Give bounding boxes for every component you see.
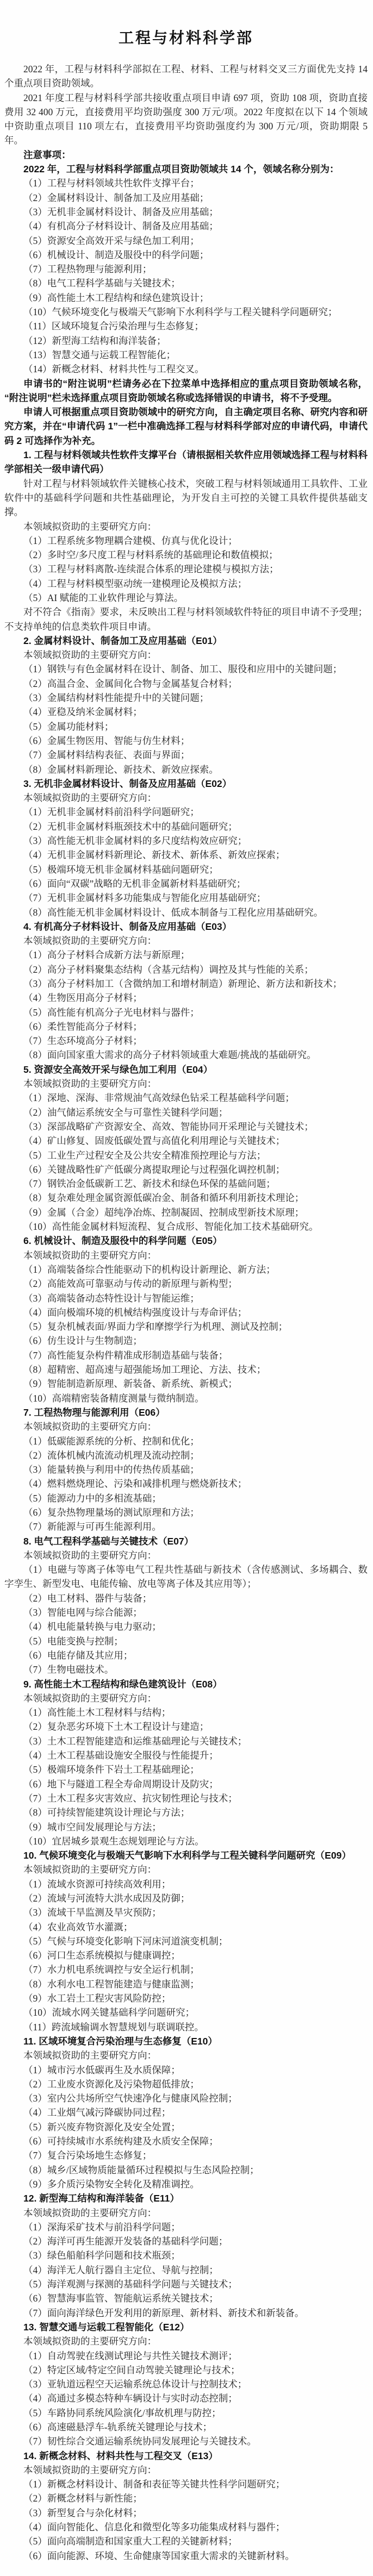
- list-item: （6）机械设计、制造及服役中的科学问题；: [23, 249, 209, 260]
- list-item: （1）电磁与等离子体等电气工程共性基础与新技术（含传感测试、多场耦合、数字孪生、新型发电、电能传输、放电等离子体及其应用等）；: [4, 1564, 368, 1590]
- list-item: （2）新概念材料与新性能；: [23, 2493, 142, 2504]
- list-item: （6）仿生设计与生物制造；: [23, 1335, 142, 1347]
- list-item: （4）燃料燃烧理论、污染和减排机理与燃烧新技术；: [23, 1478, 247, 1490]
- list-item: （7）土木工程多灾害效应、抗灾韧性理论与技术；: [23, 1792, 238, 1804]
- paragraph: 2022 年，工程与材料科学部拟在工程、材料、工程与材料交叉三方面优先支持 14 个重点项目资助领域。: [4, 64, 368, 89]
- list-item: （9）城市空间发展理论与方法；: [23, 1821, 161, 1833]
- list-item: （2）高温合金、金属间化合物与金属基复合材料；: [23, 678, 238, 689]
- list-item: （2）海洋可再生能源开发装备的基础科学问题；: [23, 2236, 228, 2247]
- list-item: （11）区域环境复合污染治理与生态修复；: [23, 321, 204, 332]
- list-item: （6）高速磁悬浮车-轨系统关键理论与技术；: [23, 2421, 213, 2433]
- list-item: （9）多介质污染物安全转化及精准调控。: [23, 2178, 200, 2190]
- list-item: （8）面向国家重大需求的高分子材料领域重大难题/挑战的基础研究。: [23, 1049, 316, 1061]
- notice-paragraph: 申请人可根据重点项目资助领域中的研究方向，自主确定项目名称、研究内容和研究方案，并在“申请代码 1”一栏中准确选择工程与材料科学部对应的申请代码，申请代码 2 可选择作为补充。: [4, 407, 368, 446]
- list-item: （7）水力机电系统调控与安全运行机制；: [23, 1964, 200, 1975]
- list-item: （9）高性能土木工程结构和绿色建筑设计；: [23, 292, 209, 303]
- section-heading: 6. 机械设计、制造及服役中的科学问题（E05）: [23, 1235, 222, 1247]
- section-heading: 7. 工程热物理与能源利用（E06）: [23, 1406, 165, 1418]
- list-item: （1）深海采矿技术与前沿科学问题；: [23, 2221, 181, 2233]
- list-item: （6）智慧海事监管、智能航运系统关键技术；: [23, 2293, 219, 2304]
- list-item: （1）流域水资源可持续高效利用；: [23, 1878, 171, 1890]
- list-item: （6）电能存储及其应用；: [23, 1649, 133, 1661]
- list-item: （9）智能制造新原理、新装备、新系统、新模式；: [23, 1378, 238, 1390]
- list-item: （2）金属材料设计、制备加工及应用基础；: [23, 192, 209, 203]
- list-item: （5）车路协同系统风险演化/事故机理与防控；: [23, 2407, 221, 2418]
- list-item: （3）绿色船舶科学问题和技术瓶颈；: [23, 2250, 181, 2261]
- list-item: （4）生物医用高分子材料；: [23, 992, 142, 1004]
- list-item: （6）地下与隧道工程全寿命周期设计及防灾；: [23, 1778, 219, 1790]
- paragraph: 针对工程与材料领域软件关键核心技术，突破工程与材料领域通用工具软件、工业软件中的基础科学问题和共性基础理论，为开发自主可控的关键工具软件提供基础支撑。: [4, 478, 368, 518]
- list-item: （5）电能变换与控制；: [23, 1635, 123, 1647]
- list-item: （1）高分子材料合成新方法与新原理；: [23, 949, 190, 961]
- list-item: （11）跨流域输调水智慧规划与联调联控。: [23, 2021, 204, 2033]
- list-item: （5）新兴废弃物资源化及安全处置；: [23, 2121, 181, 2133]
- list-item: （2）流体机械内流流动机理及流动控制；: [23, 1449, 200, 1461]
- paragraph: 本领域拟资助的主要研究方向：: [23, 2050, 157, 2061]
- list-item: （4）高通过多模态特种车辆设计与实时动态控制；: [23, 2393, 238, 2404]
- section-heading: 11. 区域环境复合污染治理与生态修复（E10）: [23, 2035, 217, 2047]
- section-heading: 2. 金属材料设计、制备加工及应用基础（E01）: [23, 635, 222, 646]
- list-item: （6）复杂热物理量场的测试原理和方法；: [23, 1506, 200, 1518]
- paragraph: 本领域拟资助的主要研究方向：: [23, 2336, 157, 2347]
- list-item: （13）智慧交通与运载工程智能化；: [23, 349, 176, 360]
- list-item: （4）面向智能化、信息化和微型化等多功能集成材料与器件；: [23, 2522, 285, 2533]
- list-item: （8）超精密、超高速与超强能场加工理论、方法、技术；: [23, 1364, 266, 1375]
- document-body: [4, 62, 368, 2563]
- list-item: （2）高分子材料聚集态结构（含基元结构）调控及其与性能的关系；: [23, 964, 314, 975]
- list-item: （5）高性能有机高分子光电材料与器件；: [23, 1006, 200, 1018]
- list-item: （4）土木工程基础设施安全服役与性能提升；: [23, 1750, 219, 1761]
- list-item: （8）电气工程科学基础与关键技术；: [23, 278, 181, 289]
- list-item: （2）电工材料、器件与装备；: [23, 1592, 152, 1604]
- notice-paragraph: 注意事项：: [23, 149, 71, 160]
- list-item: （7）金属材料结构表征、表面与界面；: [23, 749, 190, 761]
- list-item: （7）高性能复杂构件精准成形制造基础与装备；: [23, 1349, 228, 1361]
- list-item: （8）城乡/区域物质能量循环过程模拟与生态风险控制；: [23, 2164, 259, 2175]
- list-item: （3）金属结构材料性能提升中的关键问题；: [23, 692, 209, 704]
- paragraph: 本领域拟资助的主要研究方向：: [23, 649, 157, 661]
- paragraph: 本领域拟资助的主要研究方向：: [23, 2464, 157, 2475]
- list-item: （3）高分子材料加工（含微纳加工和增材制造）新理论、新方法和新技术；: [23, 978, 343, 989]
- list-item: （8）高性能无机非金属材料设计、低成本制备与工程化应用基础研究。: [23, 906, 324, 918]
- list-item: （6）柔性智能高分子材料；: [23, 1021, 142, 1032]
- list-item: （10）高性能金属材料短流程、复合成形、智能化加工技术基础研究。: [23, 1221, 319, 1233]
- section-heading: 1. 工程与材料领域共性软件支撑平台（请根据相关软件应用领域选择工程与材料科学部相关一级申请代码）: [4, 449, 368, 475]
- list-item: （5）工业生产过程安全及公共安全精准预控理论与方法；: [23, 1149, 266, 1161]
- list-item: （6）面向“双碳”战略的无机非金属新材料基础研究；: [23, 878, 246, 889]
- list-item: （7）钢铁冶金低碳新工艺、新技术和绿色环保的基础问题；: [23, 1178, 276, 1190]
- list-item: （10）宜居城乡景观生态规划理论与方法。: [23, 1835, 204, 1847]
- paragraph: 本领域拟资助的主要研究方向：: [23, 521, 157, 532]
- list-item: （3）土木工程智能建造和运维基础理论与关键技术；: [23, 1735, 247, 1747]
- list-item: （5）资源安全高效开采与绿色加工利用；: [23, 235, 200, 246]
- list-item: （3）新型复合与杂化材料；: [23, 2507, 142, 2518]
- list-item: （5）气候与环境变化影响下河床河道演变机制；: [23, 1935, 228, 1947]
- paragraph: 本领域拟资助的主要研究方向：: [23, 792, 157, 804]
- list-item: （1）低碳能源系统的分析、控制和优化；: [23, 1435, 200, 1447]
- list-item: （1）工程系统多物理耦合建模、仿真与优化设计；: [23, 535, 238, 546]
- list-item: （6）河口生态系统模拟与健康调控；: [23, 1950, 181, 1961]
- list-item: （7）无机非金属材料多功能集成与智能化应用基础研究；: [23, 892, 266, 904]
- list-item: （2）高能效高可靠驱动与传动的新原理与新构型；: [23, 1278, 238, 1290]
- list-item: （7）韧性综合交通运输系统协同发展理论与关键技术。: [23, 2436, 257, 2447]
- list-item: （3）高性能无机非金属材料的多尺度结构效应研究；: [23, 835, 247, 847]
- section-heading: 9. 高性能土木工程结构和绿色建筑设计（E08）: [23, 1678, 222, 1690]
- list-item: （1）新概念材料设计、制备和表征等关键共性科学问题研究；: [23, 2479, 285, 2490]
- paragraph: 本领域拟资助的主要研究方向：: [23, 1421, 157, 1433]
- list-item: （1）深地、深海、非常规油气高效绿色钻采工程基础科学问题；: [23, 1092, 295, 1104]
- list-item: （3）室内公共场所空气快速净化与健康风险控制；: [23, 2093, 238, 2104]
- list-item: （1）城市污水低碳再生及水质保障；: [23, 2064, 181, 2075]
- paragraph: 本领域拟资助的主要研究方向：: [23, 1078, 157, 1090]
- list-item: （2）工业废水资源化及污染物超低排放；: [23, 2078, 200, 2090]
- list-item: （1）高性能土木工程材料与结构；: [23, 1707, 171, 1718]
- list-item: （3）能量转换与利用中的传热传质基础；: [23, 1464, 200, 1475]
- list-item: （4）面向极端环境的机械结构强度设计与寿命评估；: [23, 1306, 247, 1318]
- list-item: （4）无机非金属材料新理论、新技术、新体系、新效应探索；: [23, 849, 285, 861]
- list-item: （4）工程与材料模型驱动统一建模理论及模拟方法；: [23, 578, 247, 589]
- list-item: （4）机电能量转换与电力驱动；: [23, 1621, 161, 1633]
- list-item: （2）油气储运系统安全与可靠性关键科学问题；: [23, 1106, 228, 1118]
- list-item: （3）无机非金属材料设计、制备及应用基础；: [23, 206, 219, 217]
- list-item: （4）矿山修复、固废低碳处置与高值化利用理论与关键技术；: [23, 1135, 285, 1147]
- list-item: （8）复杂难处理金属资源低碳冶金、制备和循环利用新技术理论；: [23, 1192, 304, 1204]
- list-item: （2）复杂恶劣环境下土木工程设计与建造；: [23, 1721, 209, 1733]
- list-item: （4）工业烟气减污降碳协同过程；: [23, 2107, 171, 2118]
- section-heading: 8. 电气工程科学基础与关键技术（E07）: [23, 1535, 194, 1547]
- list-item: （3）亚轨道远程空天运输系统总体设计与控制技术；: [23, 2379, 247, 2390]
- list-item: （6）面向能源、环境、生命健康等国家重大需求的关键新材料。: [23, 2550, 295, 2561]
- section-heading: 14. 新概念材料、材料共性与工程交叉（E13）: [23, 2450, 218, 2461]
- list-item: （3）深部战略矿产资源安全、高效、智能协同开采理论与关键技术；: [23, 1121, 314, 1132]
- list-item: （10）流域水网关键基础科学问题研究；: [23, 2007, 195, 2018]
- notice-paragraph: 2022 年，工程与材料科学部重点项目资助领域共 14 个，领域名称分别为：: [23, 164, 339, 175]
- paragraph: 本领域拟资助的主要研究方向：: [23, 1549, 157, 1561]
- section-heading: 4. 有机高分子材料设计、制备及应用基础（E03）: [23, 921, 232, 932]
- list-item: （7）生物电磁技术。: [23, 1664, 114, 1675]
- notice-paragraph: 申请书的“附注说明”栏请务必在下拉菜单中选择相应的重点项目资助领域名称，“附注说明”栏未选择重点项目资助领域名称或选择错误的申请书，将不予受理。: [4, 378, 368, 403]
- list-item: （4）海洋无人航行器自主定位、导航与控制；: [23, 2264, 219, 2275]
- list-item: （7）面向海洋绿色开发利用的新原理、新材料、新技术和新装备。: [23, 2307, 304, 2318]
- list-item: （3）智能电网与综合能源；: [23, 1607, 142, 1618]
- list-item: （3）流域干旱监测及旱灾预防；: [23, 1907, 161, 1918]
- paragraph: 本领域拟资助的主要研究方向：: [23, 2207, 157, 2218]
- list-item: （4）亚稳及纳米金属材料；: [23, 706, 142, 718]
- list-item: （7）复合污染场地生态修复；: [23, 2150, 152, 2161]
- list-item: （5）极端环境无机非金属材料基础问题研究；: [23, 864, 219, 875]
- list-item: （5）金属功能材料；: [23, 721, 114, 732]
- list-item: （9）金属（合金）超纯净冶炼、控制凝固、控制成型新技术原理；: [23, 1206, 304, 1218]
- list-item: （3）工程与材料离散-连续混合体系的理论建模与模拟方法；: [23, 564, 279, 575]
- list-item: （8）金属材料新理论、新技术、新效应探索。: [23, 764, 219, 775]
- list-item: （5）AI 赋能的工业软件理论与算法。: [23, 592, 184, 603]
- list-item: （1）钢铁与有色金属材料在设计、制备、加工、服役和应用中的关键问题；: [23, 664, 343, 675]
- list-item: （7）生态环境高分子材料；: [23, 1035, 142, 1047]
- list-item: （1）工程与材料领域共性软件支撑平台；: [23, 178, 200, 189]
- list-item: （5）面向高端制造和国家重大工程的关键新材料；: [23, 2536, 238, 2547]
- list-item: （10）气候环境变化与极端天气影响下水利科学与工程关键科学问题研究；: [23, 307, 338, 318]
- paragraph: 本领域拟资助的主要研究方向：: [23, 935, 157, 947]
- list-item: （6）可持续城市水系统构建及水质安全保障；: [23, 2136, 219, 2147]
- list-item: （6）关键战略性矿产低碳分离提取理论与过程强化调控机制；: [23, 1164, 285, 1175]
- list-item: （8）可持续智能建筑设计理论与方法；: [23, 1807, 190, 1818]
- section-heading: 13. 智慧交通与运载工程智能化（E12）: [23, 2321, 190, 2333]
- list-item: （3）高端装备动态特性设计与智能运维；: [23, 1292, 200, 1304]
- list-item: （2）特定区域/特定空间自动驾驶关键理论与技术；: [23, 2364, 240, 2375]
- section-heading: 3. 无机非金属材料设计、制备及应用基础（E02）: [23, 778, 232, 789]
- list-item: （1）自动驾驶在线测试理论与共性关键技术测评；: [23, 2350, 238, 2361]
- paragraph: 对不符合《指南》要求，未反映出工程与材料领域软件特征的项目申请不予受理；不支持单纯的信息类软件项目申请。: [4, 607, 368, 632]
- list-item: （6）金属生物医用、智能与仿生材料；: [23, 735, 190, 746]
- list-item: （7）工程热物理与能源利用；: [23, 264, 152, 275]
- list-item: （12）新型海工结构和海洋装备；: [23, 335, 166, 346]
- list-item: （1）无机非金属材料前沿科学问题研究；: [23, 806, 200, 818]
- paragraph: 2021 年度工程与材料科学部共接收重点项目申请 697 项，资助 108 项，资助直接费用 32 400 万元，直接费用平均资助强度 300 万元/项。2022 年度拟在以下 14 个领域中资助重点项目 110 项左右，直接费用平均资助强度约为 300 万元/项，资助期限 5 年。: [4, 92, 368, 146]
- list-item: （2）多时空/多尺度工程与材料系统的基础理论和数值模拟；: [23, 549, 278, 561]
- page-title: 工程与材料科学部: [118, 30, 253, 47]
- list-item: （14）新概念材料、材料共性与工程交叉。: [23, 364, 204, 375]
- list-item: （2）流域与河流特大洪水成因及防御；: [23, 1893, 190, 1904]
- section-heading: 12. 新型海工结构和海洋装备（E11）: [23, 2193, 179, 2204]
- list-item: （9）水工岩土工程灾害风险防控；: [23, 1993, 171, 2004]
- list-item: （4）有机高分子材料设计、制备及应用基础；: [23, 221, 219, 232]
- list-item: （10）高端精密装备精度测量与微纳制造。: [23, 1392, 204, 1404]
- paragraph: 本领域拟资助的主要研究方向：: [23, 1249, 157, 1261]
- section-heading: 5. 资源安全高效开采与绿色加工利用（E04）: [23, 1064, 213, 1075]
- list-item: （7）新能源与可再生能源利用。: [23, 1521, 161, 1533]
- list-item: （2）无机非金属材料瓶颈技术中的基础问题研究；: [23, 821, 238, 832]
- list-item: （4）农业高效节水灌溉；: [23, 1921, 133, 1933]
- list-item: （5）极端环境条件下岩土工程基础理论；: [23, 1764, 200, 1775]
- list-item: （1）高端装备综合性能驱动下的机构设计新理论、新方法；: [23, 1264, 276, 1275]
- list-item: （5）能源动力中的多相流基础；: [23, 1492, 161, 1504]
- paragraph: 本领域拟资助的主要研究方向：: [23, 1692, 157, 1704]
- list-item: （5）海洋观测与探测的基础科学问题与关键技术；: [23, 2279, 238, 2290]
- list-item: （8）水利水电工程智能建造与健康监测；: [23, 1978, 200, 1990]
- section-heading: 10. 气候环境变化与极端天气影响下水利科学与工程关键科学问题研究（E09）: [23, 1850, 351, 1861]
- list-item: （5）复杂机械表面/界面力学和摩擦学行为机理、测试及控制；: [23, 1321, 288, 1333]
- paragraph: 本领域拟资助的主要研究方向：: [23, 1864, 157, 1875]
